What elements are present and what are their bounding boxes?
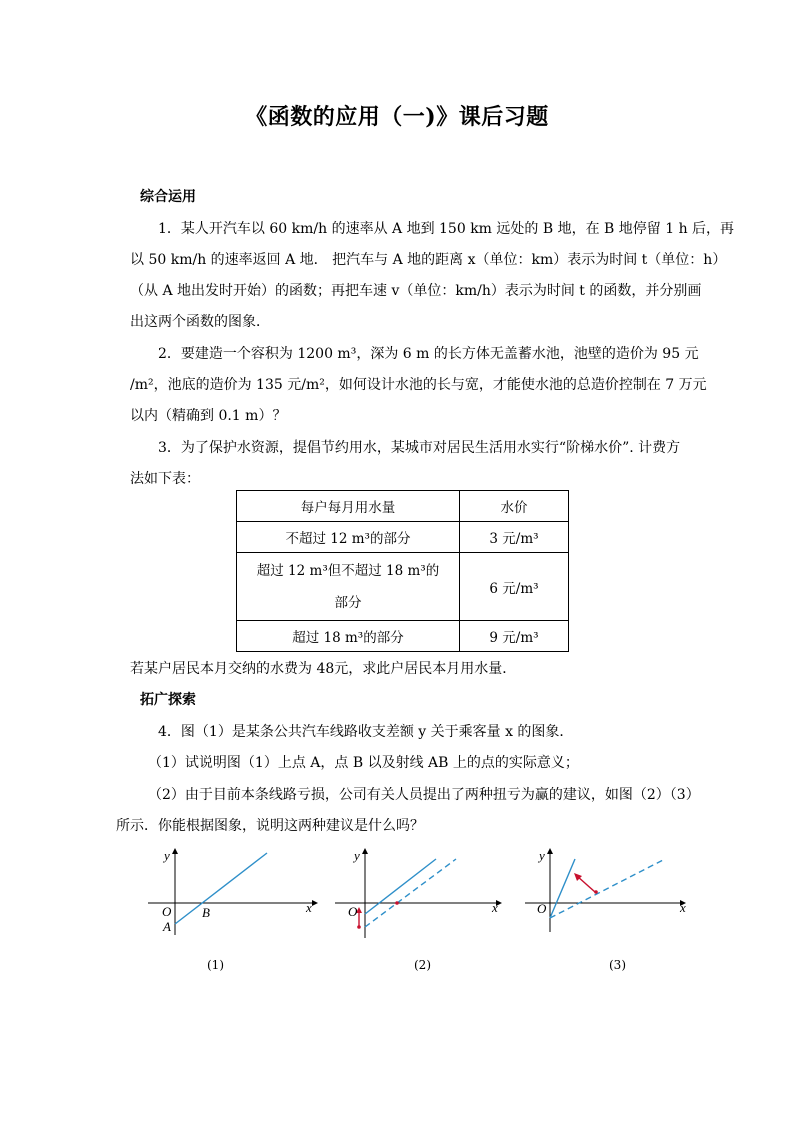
steeper-line xyxy=(550,859,575,918)
y-axis-arrow-icon xyxy=(172,848,178,854)
table-cell-usage-line-1: 超过 12 m³但不超过 18 m³的 xyxy=(256,562,440,579)
table-header-usage: 每户每月用水量 xyxy=(237,491,460,522)
q1-line-3: （从 A 地出发时开始）的函数；再把车速 v（单位：km/h）表示为时间 t 的函数，并分别画 xyxy=(130,283,702,299)
point-a-label: A xyxy=(163,919,171,934)
section-heading-extension: 拓广探索 xyxy=(140,692,196,708)
original-line-dashed xyxy=(550,859,665,918)
water-price-table xyxy=(236,490,569,652)
y-axis-arrow-icon xyxy=(362,848,368,854)
origin-label: O xyxy=(162,904,172,919)
rotate-arrow xyxy=(577,876,595,892)
table-row xyxy=(237,621,569,652)
figure-3-caption: (3) xyxy=(609,958,626,972)
table-cell-price: 6 元/m³ xyxy=(460,553,569,621)
table-cell-usage: 不超过 12 m³的部分 xyxy=(237,522,460,553)
table-row xyxy=(237,522,569,553)
ray-ab xyxy=(175,853,267,924)
q3-after-table: 若某户居民本月交纳的水费为 48元，求此户居民本月用水量． xyxy=(130,661,517,677)
table-cell-price: 9 元/m³ xyxy=(460,621,569,652)
q4-line-2: （1）试说明图（1）上点 A，点 B 以及射线 AB 上的点的实际意义； xyxy=(148,755,579,771)
point-b-label: B xyxy=(202,905,210,920)
figure-2-caption: (2) xyxy=(414,958,431,972)
suggested-line-dashed xyxy=(365,859,456,927)
page-title: 《函数的应用（一)》课后习题 xyxy=(245,104,549,130)
x-axis-label: x xyxy=(306,900,312,915)
q4-line-4: 所示．你能根据图象，说明这两种建议是什么吗？ xyxy=(116,818,424,834)
x-axis-label: x xyxy=(680,900,686,915)
table-row xyxy=(237,553,569,621)
q1-line-2: 以 50 km/h 的速率返回 A 地． 把汽车与 A 地的距离 x（单位：km）表示为时间 t（单位：h） xyxy=(130,252,727,268)
figure-2 xyxy=(330,840,510,940)
q4-line-1: 4．图（1）是某条公共汽车线路收支差额 y 关于乘客量 x 的图象． xyxy=(158,724,574,740)
arrow-tail-dot xyxy=(357,925,361,929)
table-cell-price: 3 元/m³ xyxy=(460,522,569,553)
q2-line-2: /m²，池底的造价为 135 元/m²，如何设计水池的长与宽，才能使水池的总造价控制在 7 万元 xyxy=(130,377,707,393)
q2-line-1: 2．要建造一个容积为 1200 m³，深为 6 m 的长方体无盖蓄水池，池壁的造价为 95 元 xyxy=(158,346,699,362)
q4-line-3: （2）由于目前本条线路亏损，公司有关人员提出了两种扭亏为赢的建议，如图（2）（3） xyxy=(148,787,700,803)
q1-line-1: 1．某人开汽车以 60 km/h 的速率从 A 地到 150 km 远处的 B 地，在 B 地停留 1 h 后，再 xyxy=(158,221,735,237)
q3-line-1: 3．为了保护水资源，提倡节约用水，某城市对居民生活用水实行“阶梯水价”. 计费方 xyxy=(158,440,681,456)
table-header-row xyxy=(237,491,569,522)
table-header-price: 水价 xyxy=(460,491,569,522)
origin-label: O xyxy=(348,904,358,919)
figure-3 xyxy=(520,840,700,940)
y-axis-label: y xyxy=(354,848,360,863)
q1-line-4: 出这两个函数的图象． xyxy=(130,314,270,330)
intercept-dot xyxy=(395,901,399,905)
x-axis-label: x xyxy=(492,900,498,915)
table-cell-usage: 超过 18 m³的部分 xyxy=(237,621,460,652)
x-axis-arrow-icon xyxy=(312,900,318,906)
table-cell-usage xyxy=(237,553,460,621)
q2-line-3: 以内（精确到 0.1 m）？ xyxy=(130,408,287,424)
table-cell-usage-line-2: 部分 xyxy=(334,594,362,611)
q3-line-2: 法如下表： xyxy=(130,471,200,487)
original-line xyxy=(365,859,436,914)
figure-1-caption: (1) xyxy=(207,958,224,972)
figure-1 xyxy=(140,840,330,940)
y-axis-label: y xyxy=(164,848,170,863)
arrow-tail-dot xyxy=(594,890,598,894)
y-axis-label: y xyxy=(539,848,545,863)
origin-label: O xyxy=(537,901,547,916)
section-heading-comprehensive: 综合运用 xyxy=(140,189,196,205)
y-axis-arrow-icon xyxy=(547,848,553,854)
